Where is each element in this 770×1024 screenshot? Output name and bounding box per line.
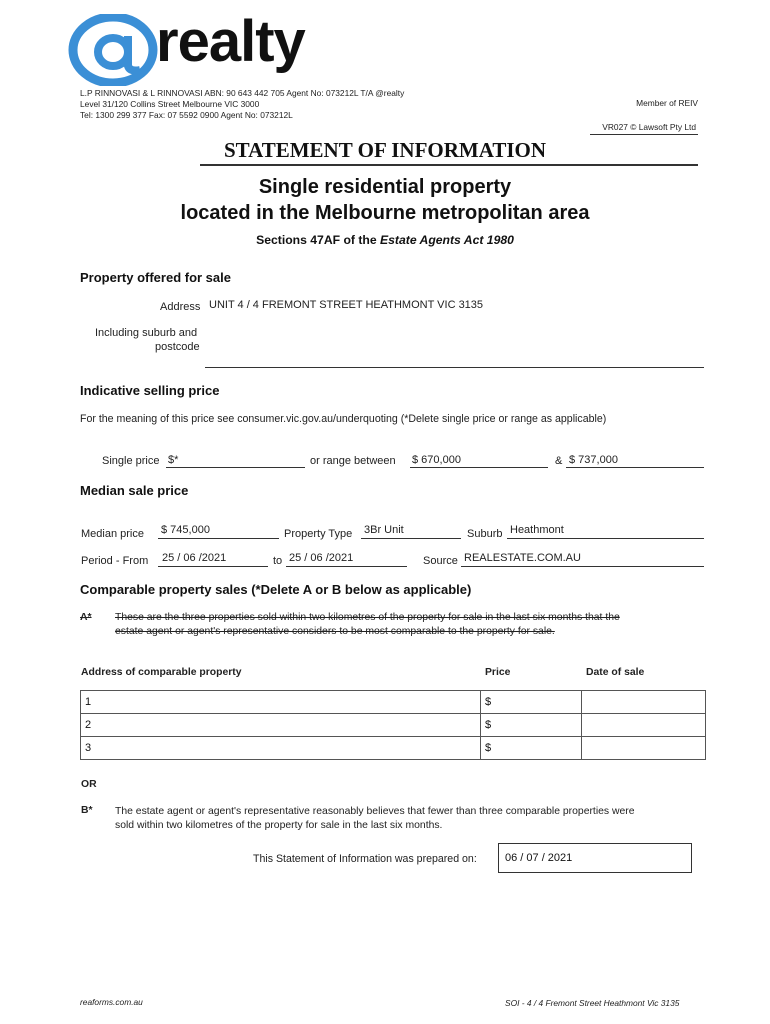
agency-details-line-3: Tel: 1300 299 377 Fax: 07 5592 0900 Agent No: 073212L <box>80 110 293 120</box>
at-symbol-icon <box>68 14 158 86</box>
period-from-label: Period - From <box>81 555 149 567</box>
comparable-address-cell[interactable]: 1 <box>81 691 481 714</box>
prepared-on-field[interactable]: 06 / 07 / 2021 <box>498 843 692 873</box>
suburb-label-line-2: postcode <box>155 341 200 353</box>
source-value[interactable]: REALESTATE.COM.AU <box>464 552 581 564</box>
or-separator: OR <box>81 779 97 790</box>
option-a-label: A* <box>80 612 92 623</box>
median-price-label: Median price <box>81 528 144 540</box>
main-title-line-2: located in the Melbourne metropolitan area <box>180 202 590 224</box>
indicative-note: For the meaning of this price see consumer.vic.gov.au/underquoting (*Delete single price or range as applicable) <box>80 413 607 425</box>
range-high-underline <box>566 467 704 468</box>
prepared-on-label: This Statement of Information was prepared on: <box>253 853 477 865</box>
property-type-label: Property Type <box>284 528 353 540</box>
section-median-price: Median sale price <box>80 483 189 498</box>
option-b-label: B* <box>81 805 93 816</box>
agency-logo <box>68 9 330 86</box>
col-header-price: Price <box>485 667 511 678</box>
option-b-line-2: sold within two kilometres of the property for sale in the last six months. <box>115 820 443 831</box>
address-label: Address <box>160 301 201 313</box>
table-row <box>81 737 706 760</box>
period-from-value[interactable]: 25 / 06 /2021 <box>162 552 227 564</box>
suburb-label-line-1: Including suburb and <box>95 327 198 339</box>
property-type-underline <box>361 538 461 539</box>
logo-wordmark-visible: realty <box>156 9 305 74</box>
act-subtitle: Sections 47AF of the Estate Agents Act 1980 <box>256 233 514 247</box>
member-reiv: Member of REIV <box>636 98 698 108</box>
main-title-line-1: Single residential property <box>258 176 512 198</box>
agency-details-line-1: L.P RINNOVASI & L RINNOVASI ABN: 90 643 442 705 Agent No: 073212L T/A @realty <box>80 88 405 98</box>
footer-right: SOI - 4 / 4 Fremont Street Heathmont Vic 3135 <box>505 998 680 1008</box>
comparable-address-cell[interactable]: 2 <box>81 714 481 737</box>
comparable-sales-table <box>80 690 706 760</box>
median-price-value[interactable]: $ 745,000 <box>161 524 210 536</box>
comparable-address-cell[interactable]: 3 <box>81 737 481 760</box>
suburb-label: Suburb <box>467 528 503 540</box>
comparable-price-cell[interactable]: $ <box>481 737 582 760</box>
comparable-price-cell[interactable]: $ <box>481 714 582 737</box>
option-a-line-1: These are the three properties sold within two kilometres of the property for sale in the last six months that the <box>115 612 620 623</box>
section-comparable-sales: Comparable property sales (*Delete A or B below as applicable) <box>80 582 472 597</box>
range-low-value[interactable]: $ 670,000 <box>412 454 461 466</box>
footer-left: reaforms.com.au <box>80 997 143 1007</box>
section-indicative-price: Indicative selling price <box>80 383 220 398</box>
section-property-offered: Property offered for sale <box>80 270 231 285</box>
range-label: or range between <box>310 455 396 467</box>
period-to-underline <box>286 566 407 567</box>
agency-details-line-2: Level 31/120 Collins Street Melbourne VIC 3000 <box>80 99 260 109</box>
col-header-address: Address of comparable property <box>81 667 242 678</box>
suburb-value[interactable]: Heathmont <box>510 524 564 536</box>
suburb-postcode-field[interactable] <box>205 367 704 368</box>
statement-title: STATEMENT OF INFORMATION <box>223 138 547 162</box>
suburb-underline <box>507 538 704 539</box>
form-code: VR027 © Lawsoft Pty Ltd <box>602 122 696 132</box>
comparable-date-cell[interactable] <box>582 691 706 714</box>
address-field[interactable]: UNIT 4 / 4 FREMONT STREET HEATHMONT VIC 3135 <box>209 299 484 311</box>
title-rule <box>200 164 698 166</box>
form-code-rule <box>590 134 698 135</box>
range-high-value[interactable]: $ 737,000 <box>569 454 618 466</box>
median-price-underline <box>158 538 279 539</box>
table-row <box>81 691 706 714</box>
range-low-underline <box>410 467 548 468</box>
period-to-label: to <box>273 555 283 567</box>
comparable-date-cell[interactable] <box>582 737 706 760</box>
source-label: Source <box>423 555 458 567</box>
col-header-date: Date of sale <box>586 667 645 678</box>
single-price-label: Single price <box>102 455 160 467</box>
option-a-line-2: estate agent or agent's representative considers to be most comparable to the property for sale. <box>115 626 555 637</box>
comparable-date-cell[interactable] <box>582 714 706 737</box>
comparable-price-cell[interactable]: $ <box>481 691 582 714</box>
property-type-value[interactable]: 3Br Unit <box>364 524 404 536</box>
single-price-value[interactable]: $* <box>168 454 179 466</box>
table-row <box>81 714 706 737</box>
option-b-line-1: The estate agent or agent's representative reasonably believes that fewer than three comparable properties were <box>115 806 635 817</box>
period-from-underline <box>158 566 268 567</box>
period-to-value[interactable]: 25 / 06 /2021 <box>289 552 354 564</box>
single-price-underline <box>166 467 305 468</box>
range-amp: & <box>555 455 563 467</box>
source-underline <box>461 566 704 567</box>
